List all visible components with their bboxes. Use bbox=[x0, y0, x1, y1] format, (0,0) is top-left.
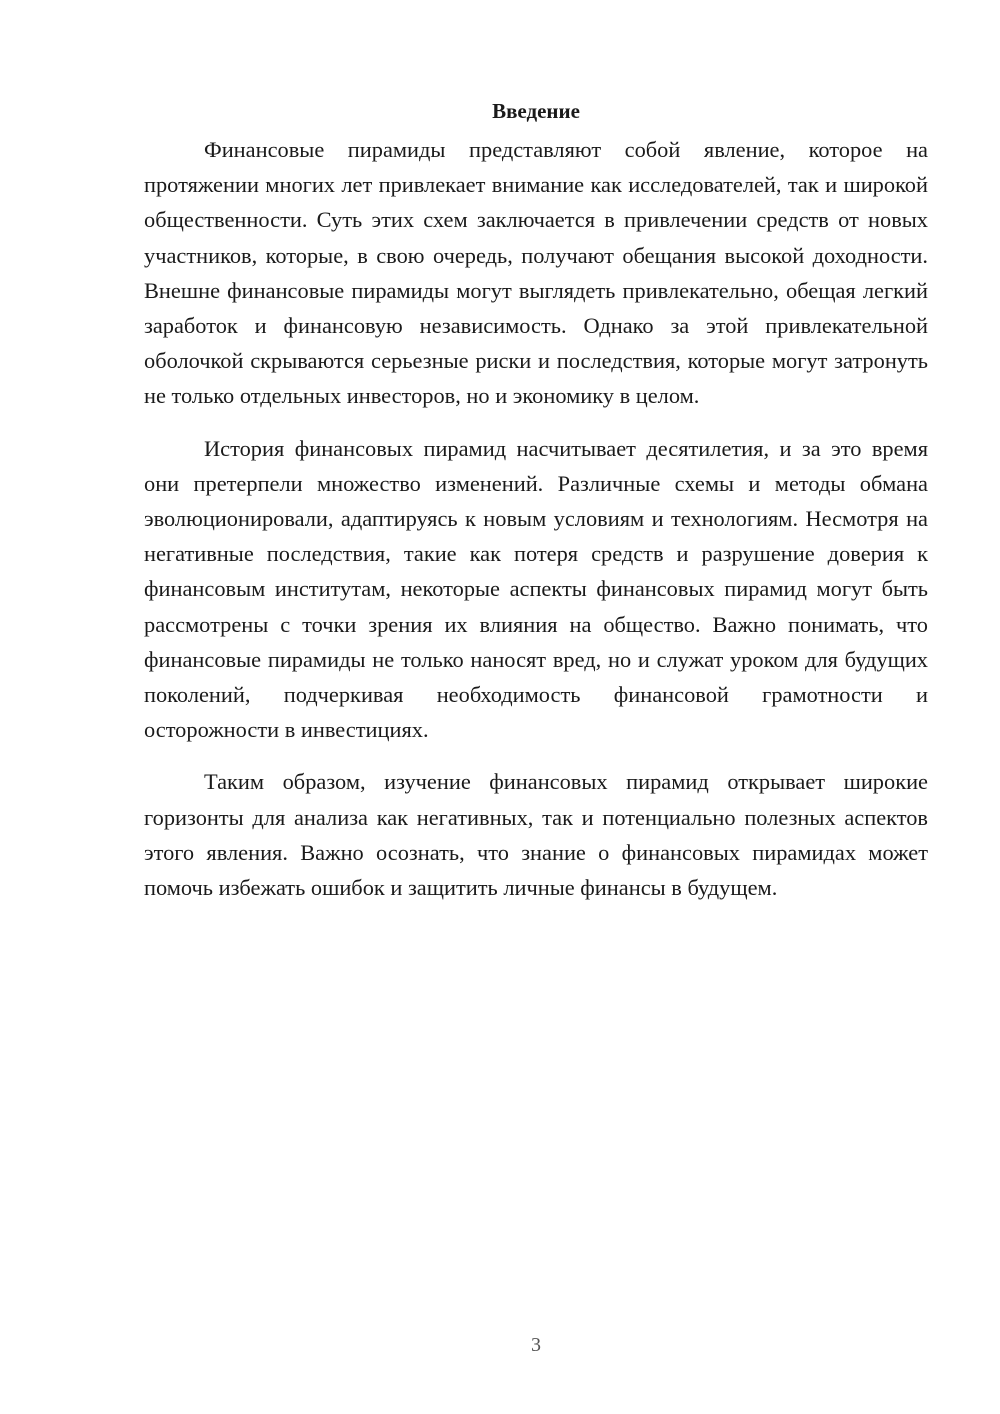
section-title: Введение bbox=[492, 99, 580, 123]
paragraph: Таким образом, изучение финансовых пирамид открывает широкие горизонты для анализа как негативных, так и потенциально полезных аспектов этого явления. Важно осознать, что знание о финансовых пирамидах может помочь избежать ошибок и защитить личные финансы в будущем. bbox=[144, 769, 928, 901]
page-number: 3 bbox=[531, 1334, 541, 1356]
page-content bbox=[144, 96, 928, 922]
paragraph: Финансовые пирамиды представляют собой явление, которое на протяжении многих лет привлекает внимание как исследователей, так и широкой общественности. Суть этих схем заключается в привлечении средств от новых участников, которые, в свою очередь, получают обещания высокой доходности. Внешне финансовые пирамиды могут выглядеть привлекательно, обещая легкий заработок и финансовую независимость. Однако за этой привлекательной оболочкой скрываются серьезные риски и последствия, которые могут затронуть не только отдельных инвесторов, но и экономику в целом. bbox=[144, 137, 928, 409]
paragraph: История финансовых пирамид насчитывает десятилетия, и за это время они претерпели множество изменений. Различные схемы и методы обмана эволюционировали, адаптируясь к новым условиям и технологиям. Несмотря на негативные последствия, такие как потеря средств и разрушение доверия к финансовым институтам, некоторые аспекты финансовых пирамид могут быть рассмотрены с точки зрения их влияния на общество. Важно понимать, что финансовые пирамиды не только наносят вред, но и служат уроком для будущих поколений, подчеркивая необходимость финансовой грамотности и осторожности в инвестициях. bbox=[144, 435, 928, 743]
